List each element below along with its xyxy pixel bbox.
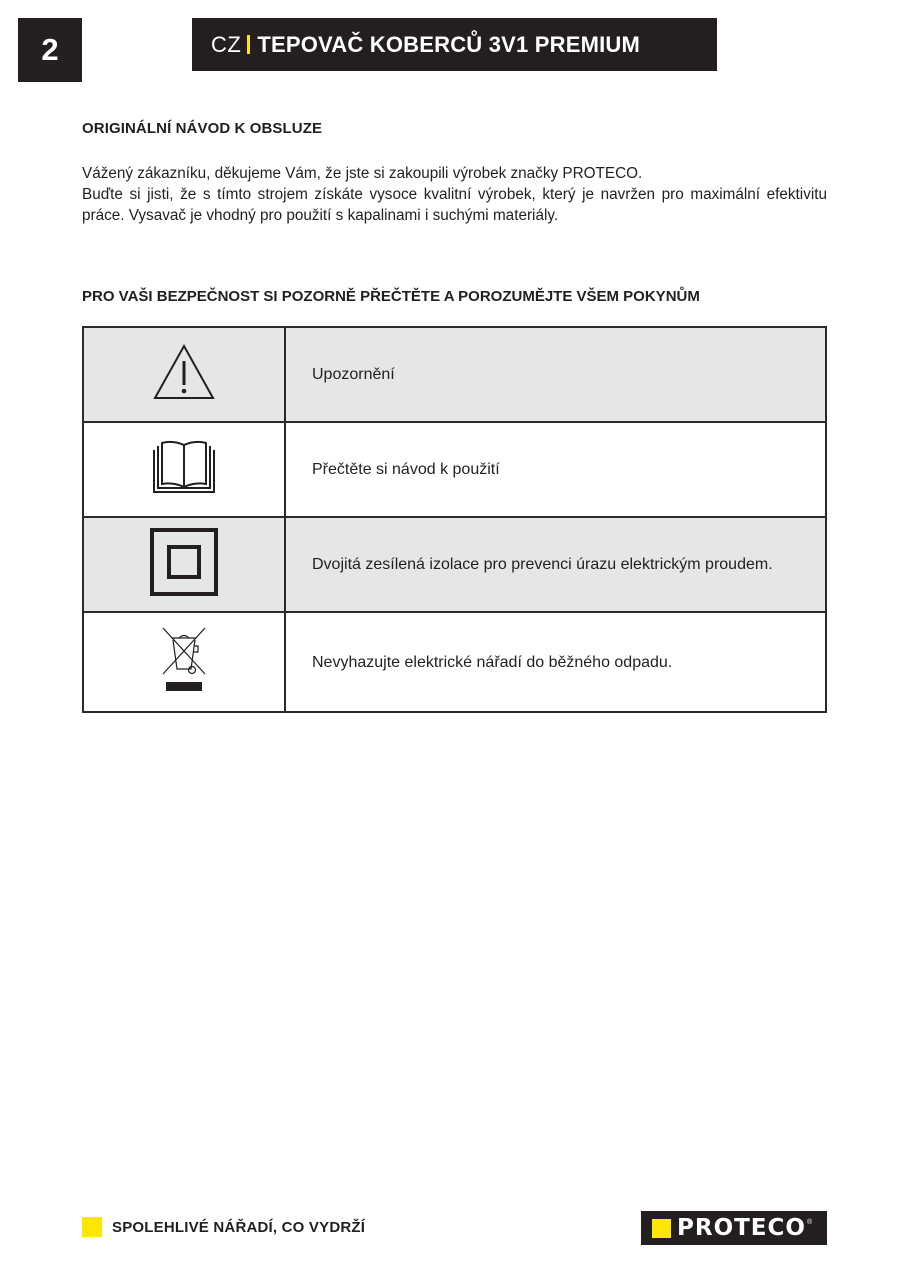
product-title: TEPOVAČ KOBERCŮ 3V1 PREMIUM bbox=[257, 31, 641, 57]
table-row bbox=[83, 612, 826, 712]
language-code: CZ bbox=[211, 31, 242, 57]
symbol-cell bbox=[83, 517, 285, 612]
logo-yellow-square-icon bbox=[652, 1219, 671, 1238]
crossed-bin-weee-icon bbox=[160, 626, 208, 694]
symbol-description: Upozornění bbox=[285, 327, 826, 422]
symbol-description: Nevyhazujte elektrické nářadí do běžného odpadu. bbox=[285, 612, 826, 712]
slogan-text: SPOLEHLIVÉ NÁŘADÍ, CO VYDRŽÍ bbox=[112, 1218, 366, 1236]
registered-mark: ® bbox=[806, 1219, 813, 1226]
intro-line: Buďte si jisti, že s tímto strojem získáte vysoce kvalitní výrobek, který je navržen pro maximální efektivitu práce. Vysavač je vhodný pro použití s kapalinami i suchými materiály. bbox=[82, 186, 827, 224]
table-row bbox=[83, 327, 826, 422]
warning-triangle-icon bbox=[152, 343, 216, 401]
intro-line: Vážený zákazníku, děkujeme Vám, že jste si zakoupili výrobek značky PROTECO. bbox=[82, 165, 643, 182]
safety-heading: PRO VAŠI BEZPEČNOST SI POZORNĚ PŘEČTĚTE A POROZUMĚJTE VŠEM POKYNŮM bbox=[82, 288, 700, 305]
title-separator bbox=[247, 35, 250, 54]
safety-symbols-table bbox=[82, 326, 827, 713]
symbol-cell bbox=[83, 422, 285, 517]
yellow-square-icon bbox=[82, 1217, 102, 1237]
table-row bbox=[83, 422, 826, 517]
read-manual-book-icon bbox=[151, 440, 217, 494]
document-title-banner bbox=[192, 18, 717, 71]
logo-brand-text: PROTECO bbox=[677, 1215, 806, 1241]
double-insulation-icon bbox=[149, 527, 219, 597]
symbol-description: Dvojitá zesílená izolace pro prevenci úrazu elektrickým proudem. bbox=[285, 517, 826, 612]
symbol-description: Přečtěte si návod k použití bbox=[285, 422, 826, 517]
page-number bbox=[18, 18, 82, 82]
proteco-logo bbox=[641, 1211, 827, 1245]
symbol-cell bbox=[83, 612, 285, 712]
page-number-text: 2 bbox=[41, 32, 59, 67]
manual-heading: ORIGINÁLNÍ NÁVOD K OBSLUZE bbox=[82, 120, 323, 137]
symbol-cell bbox=[83, 327, 285, 422]
intro-paragraph bbox=[82, 163, 827, 226]
footer-slogan bbox=[82, 1217, 365, 1237]
table-row bbox=[83, 517, 826, 612]
